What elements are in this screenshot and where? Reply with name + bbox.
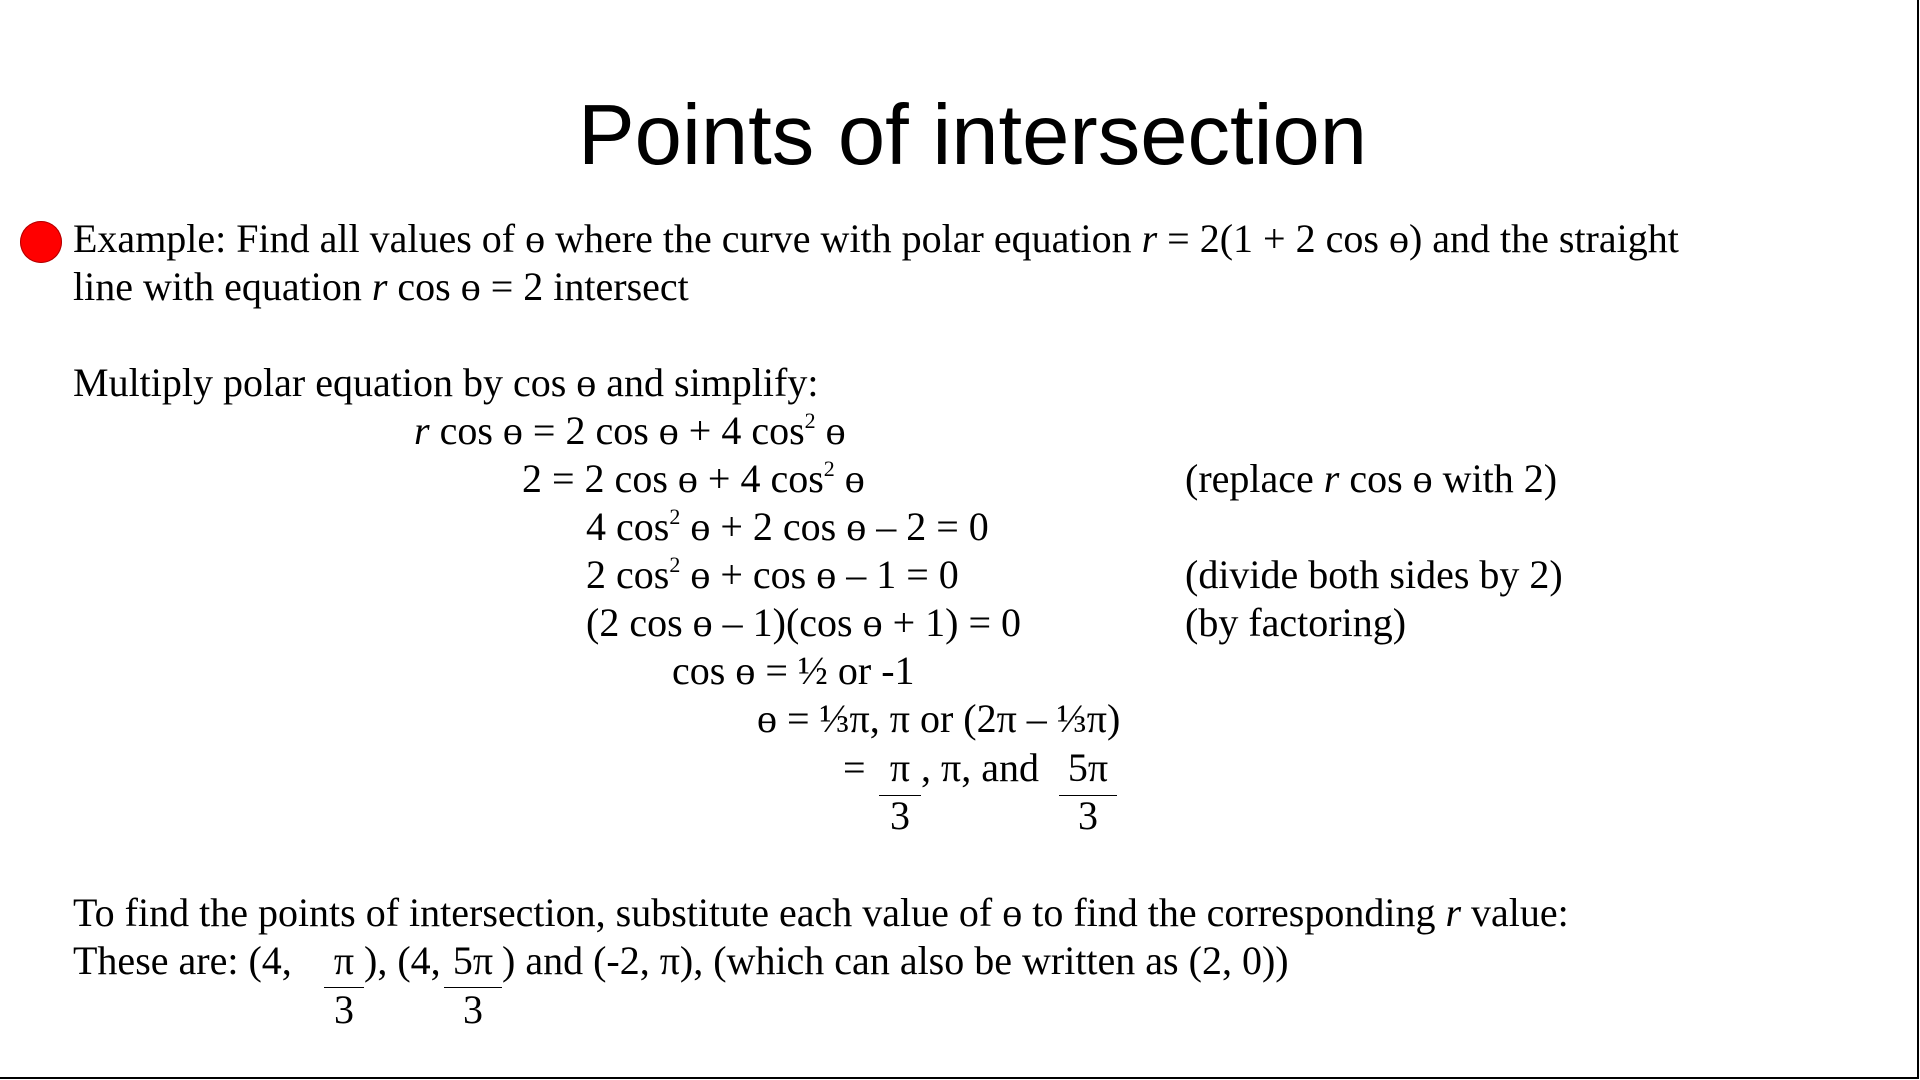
step-text: cos ɵ = 2 cos ɵ + 4 cos [429,408,805,453]
step-text: ɵ [815,408,846,453]
step-text: ɵ [834,456,865,501]
step-8-equals: = [843,745,866,790]
fraction-denominator: 3 [1078,793,1098,838]
fraction-denominator: 3 [890,793,910,838]
fraction-denominator: 3 [463,987,483,1032]
theta-symbol: ɵ [1388,216,1409,261]
example-text: Example: Find all values of [73,216,526,261]
conclusion-line-1 [73,889,1569,937]
note-replace [1185,455,1557,503]
r-variable: r [414,408,430,453]
step-2 [522,455,865,509]
example-text: where the curve with polar equation [545,216,1142,261]
step-text: ɵ + 2 cos ɵ – 2 = 0 [680,504,989,549]
conclusion-line-2-mid: ), (4, [364,938,441,983]
step-7: ɵ = ⅓π, π or (2π – ⅓π) [757,696,1121,741]
step-3 [586,503,989,557]
note-text: (replace [1185,456,1324,501]
step-5: (2 cos ɵ – 1)(cos ɵ + 1) = 0 [586,600,1022,645]
r-variable: r [1445,890,1462,935]
fraction-numerator-5pi: 5π [1067,745,1109,790]
example-text: ) and the straight [1408,216,1679,261]
conclusion-line-2-start: These are: (4, [73,938,292,983]
r-variable: r [1141,216,1158,261]
intro-line: Multiply polar equation by cos ɵ and simplify: [73,360,819,405]
superscript: 2 [669,552,681,577]
conclusion-line-2-end: ) and (-2, π), (which can also be written as (2, 0)) [502,938,1289,983]
superscript: 2 [669,504,681,529]
note-divide: (divide both sides by 2) [1185,552,1563,597]
step-8-middle: , π, and [921,745,1039,790]
step-text: 2 = 2 cos ɵ + 4 cos [522,456,824,501]
example-line-2 [73,263,689,311]
fraction-numerator-pi: π [333,938,355,983]
theta-symbol: ɵ [460,264,481,309]
step-text: 2 cos [586,552,670,597]
note-text: cos ɵ with 2) [1339,456,1558,501]
step-1 [414,407,846,461]
step-text: 4 cos [586,504,670,549]
example-text: cos [387,264,461,309]
example-text: = 2 intersect [480,264,689,309]
example-text: line with equation [73,264,372,309]
note-factoring: (by factoring) [1185,600,1407,645]
step-text: ɵ + cos ɵ – 1 = 0 [680,552,959,597]
example-line-1 [73,215,1679,263]
example-text: = 2(1 + 2 cos [1157,216,1389,261]
theta-symbol: ɵ [525,216,546,261]
superscript: 2 [823,456,835,481]
step-4 [586,551,959,605]
r-variable: r [371,264,388,309]
conclusion-text: To find the points of intersection, substitute each value of ɵ to find the corresponding [73,890,1446,935]
fraction-numerator-5pi: 5π [452,938,494,983]
fraction-numerator-pi: π [889,745,911,790]
slide-title: Points of intersection [577,88,1368,183]
superscript: 2 [804,408,816,433]
r-variable: r [1323,456,1340,501]
fraction-denominator: 3 [334,987,354,1032]
conclusion-text: value: [1461,890,1569,935]
step-6: cos ɵ = ½ or -1 [672,648,915,693]
bullet-icon [20,221,62,263]
